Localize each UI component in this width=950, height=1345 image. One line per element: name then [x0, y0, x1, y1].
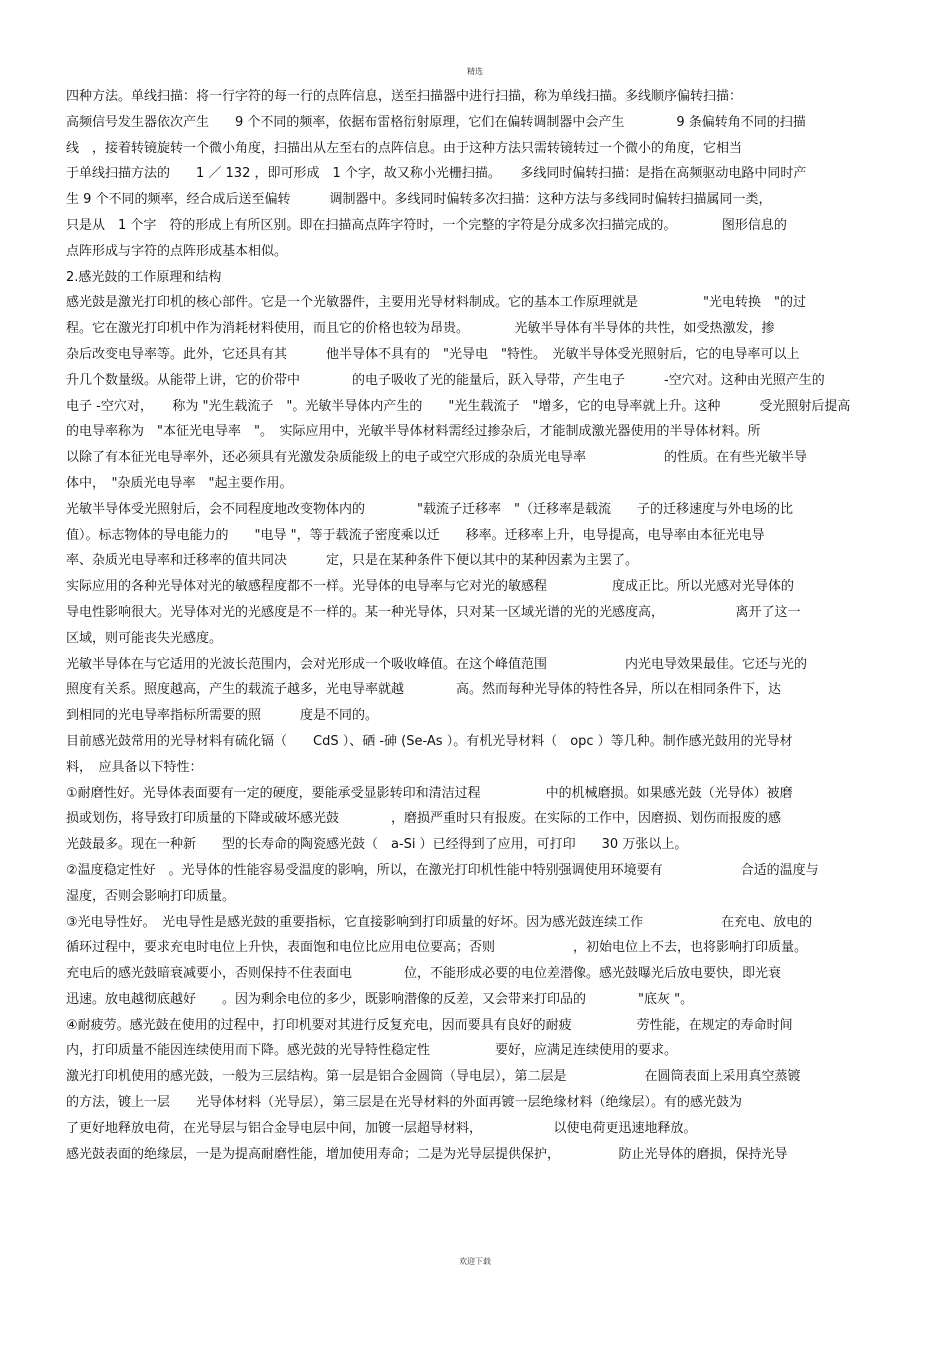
page-footer: 欢迎下载 [459, 1257, 491, 1266]
text-line: 损或划伤，将导致打印质量的下降或破坏感光鼓 ，磨损严重时只有报废。在实际的工作中，因磨损、划伤而报废的感 [66, 811, 782, 827]
text-line: 以除了有本征光电导率外，还必须具有光激发杂质能级上的电子或空穴形成的杂质光电导率 的性质。在有些光敏半导 [66, 450, 808, 466]
text-line: 四种方法。单线扫描：将一行字符的每一行的点阵信息，送至扫描器中进行扫描，称为单线扫描。多线顺序偏转扫描： [66, 89, 743, 104]
text-line: 区域，则可能丧失光感度。 [66, 630, 223, 646]
text-line: 内，打印质量不能因连续使用而下降。感光鼓的光导特性稳定性 要好，应满足连续使用的要求。 [66, 1043, 678, 1059]
text-line: 的方法，镀上一层 光导体材料（光导层），第三层是在光导材料的外面再镀一层绝缘材料（绝缘层）。有的感光鼓为 [66, 1095, 743, 1111]
text-line: 导电性影响很大。光导体对光的光感度是不一样的。某一种光导体，只对某一区域光谱的光的光感度高， 离开了这一 [66, 604, 801, 620]
text-line: 光敏半导体受光照射后，会不同程度地改变物体内的 "载流子迁移率 "（迁移率是载流 子的迁移速度与外电场的比 [66, 501, 793, 517]
text-line: 了更好地释放电荷，在光导层与铝合金导电层中间，加镀一层超导材料， 以使电荷更迅速地释放。 [66, 1120, 697, 1136]
text-line: 电子 -空穴对， 称为 "光生载流子 "。光敏半导体内产生的 "光生载流子 "增多，它的电导率就上升。这种 受光照射后提高 [66, 398, 851, 414]
text-line: 程。它在激光打印机中作为消耗材料使用，而且它的价格也较为昂贵。 光敏半导体有半导体的共性，如受热激发，掺 [66, 321, 775, 337]
text-line: 只是从 1 个字 符的形成上有所区别。即在扫描高点阵字符时，一个完整的字符是分成多次扫描完成的。 图形信息的 [66, 217, 787, 233]
text-line: 光敏半导体在与它适用的光波长范围内，会对光形成一个吸收峰值。在这个峰值范围 内光电导效果最佳。它还与光的 [66, 656, 808, 672]
text-line: 高频信号发生器依次产生 9 个不同的频率，依据布雷格衍射原理，它们在偏转调制器中会产生 9 条偏转角不同的扫描 [66, 114, 806, 130]
text-line: 迅速。放电越彻底越好 。因为剩余电位的多少，既影响潜像的反差，又会带来打印品的 "底灰 "。 [66, 991, 694, 1007]
text-line: 感光鼓是激光打印机的核心部件。它是一个光敏器件，主要用光导材料制成。它的基本工作原理就是 "光电转换 "的过 [66, 295, 806, 311]
text-line: 的电导率称为 "本征光电导率 "。 实际应用中，光敏半导体材料需经过掺杂后，才能制成激光器使用的半导体材料。所 [66, 424, 761, 440]
text-line: 实际应用的各种光导体对光的敏感程度都不一样。光导体的电导率与它对光的敏感程 度成正比。所以光感对光导体的 [66, 579, 795, 595]
text-line: 2.感光鼓的工作原理和结构 [66, 269, 222, 285]
text-line: 线 ，接着转镜旋转一个微小角度，扫描出从左至右的点阵信息。由于这种方法只需转镜转过一个微小的角度，它相当 [66, 140, 743, 156]
text-line: 点阵形成与字符的点阵形成基本相似。 [66, 243, 288, 259]
text-line: ②温度稳定性好 。光导体的性能容易受温度的影响，所以，在激光打印机性能中特别强调使用环境要有 合适的温度与 [66, 862, 819, 878]
text-line: 生 9 个不同的频率，经合成后送至偏转 调制器中。多线同时偏转多次扫描：这种方法与多线同时偏转扫描属同一类， [66, 192, 772, 208]
text-line: 杂后改变电导率等。此外，它还具有其 他半导体不具有的 "光导电 "特性。 光敏半导体受光照射后，它的电导率可以上 [66, 346, 800, 362]
text-line: 湿度，否则会影响打印质量。 [66, 888, 236, 904]
text-line: 光鼓最多。现在一种新 型的长寿命的陶瓷感光鼓（ a-Si ）已经得到了应用，可打印 30 万张以上。 [66, 837, 688, 853]
text-line: 料， 应具备以下特性： [66, 759, 203, 775]
text-line: ①耐磨性好。光导体表面要有一定的硬度，要能承受显影转印和清洁过程 中的机械磨损。如果感光鼓（光导体）被磨 [66, 785, 793, 801]
text-line: ④耐疲劳。感光鼓在使用的过程中，打印机要对其进行反复充电，因而要具有良好的耐疲 劳性能，在规定的寿命时间 [66, 1017, 793, 1033]
text-line: 循环过程中，要求充电时电位上升快，表面饱和电位比应用电位要高；否则 ，初始电位上不去，也将影响打印质量。 [66, 940, 808, 956]
text-line: 照度有关系。照度越高，产生的载流子越多，光电导率就越 高。然而每种光导体的特性各异，所以在相同条件下，达 [66, 682, 782, 698]
text-line: 目前感光鼓常用的光导材料有硫化镉（ CdS ）、硒 -砷 (Se-As ）。有机光导材料（ opc ）等几种。制作感光鼓用的光导材 [66, 733, 793, 749]
page-header: 精选 [467, 67, 483, 76]
text-line: 激光打印机使用的感光鼓，一般为三层结构。第一层是铝合金圆筒（导电层），第二层是 在圆筒表面上采用真空蒸镀 [66, 1069, 801, 1085]
text-line: 感光鼓表面的绝缘层，一是为提高耐磨性能，增加使用寿命；二是为光导层提供保护， 防止光导体的磨损，保持光导 [66, 1146, 788, 1162]
document-body [66, 84, 892, 1167]
text-line: 值）。标志物体的导电能力的 "电导 "，等于载流子密度乘以迁 移率。迁移率上升，电导提高，电导率由本征光电导 [66, 527, 765, 543]
text-line: ③光电导性好。 光电导性是感光鼓的重要指标，它直接影响到打印质量的好坏。因为感光鼓连续工作 在充电、放电的 [66, 914, 813, 930]
text-line: 率、杂质光电导率和迁移率的值共同决 定，只是在某种条件下便以其中的某种因素为主罢了。 [66, 553, 639, 569]
text-line: 升几个数量级。从能带上讲，它的价带中 的电子吸收了光的能量后，跃入导带，产生电子 -空穴对。这种由光照产生的 [66, 372, 825, 388]
text-line: 体中， "杂质光电导率 "起主要作用。 [66, 475, 293, 491]
text-line: 充电后的感光鼓暗衰减要小，否则保持不住表面电 位，不能形成必要的电位差潜像。感光鼓曝光后放电要快，即光衰 [66, 966, 782, 982]
text-line: 到相同的光电导率指标所需要的照 度是不同的。 [66, 708, 379, 724]
text-line: 于单线扫描方法的 1 ／ 132 ，即可形成 1 个字，故又称小光栅扫描。 多线同时偏转扫描：是指在高频驱动电路中同时产 [66, 166, 807, 182]
